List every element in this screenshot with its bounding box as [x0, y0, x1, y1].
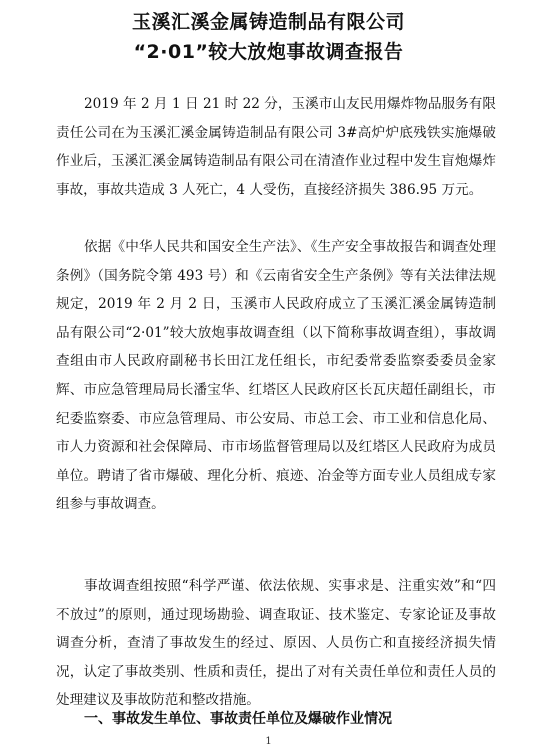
paragraph-accident-summary: 2019 年 2 月 1 日 21 时 22 分，玉溪市山友民用爆炸物品服务有限责任公司在为玉溪汇溪金属铸造制品有限公司 3#高炉炉底残铁实施爆破作业后，玉溪汇溪金属铸造制品有限公司在清渣作业过程中发生盲炮爆炸事故，事故共造成 3 人死亡，4 人受伤，直接经济损失 386.95 万元。 — [56, 96, 496, 198]
page-number: 1 — [265, 736, 272, 747]
paragraph-investigation-principles: 事故调查组按照“科学严谨、依法依规、实事求是、注重实效”和“四不放过”的原则，通过现场勘验、调查取证、技术鉴定、专家论证及事故调查分析，查清了事故发生的经过、原因、人员伤亡和直接经济损失情况，认定了事故类别、性质和责任，提出了对有关责任单位和责任人员的处理建议及事故防范和整改措施。 — [56, 578, 496, 709]
report-title-line-1: 玉溪汇溪金属铸造制品有限公司 — [131, 11, 405, 33]
report-title-line-2: “2·01”较大放炮事故调查报告 — [133, 41, 404, 63]
section-heading-1: 一、事故发生单位、事故责任单位及爆破作业情况 — [84, 711, 392, 727]
paragraph-investigation-team: 依据《中华人民共和国安全生产法》、《生产安全事故报告和调查处理条例》（国务院令第 493 号）和《云南省安全生产条例》等有关法律法规规定，2019 年 2 月 2 日，玉溪市人民政府成立了玉溪汇溪金属铸造制品有限公司“2·01”较大放炮事故调查组（以下简称事故调查组），事故调查组由市人民政府副秘书长田江龙任组长，市纪委常委监察委委员金家辉、市应急管理局局长潘宝华、红塔区人民政府区长瓦庆超任副组长，市纪委监察委、市应急管理局、市公安局、市总工会、市工业和信息化局、市人力资源和社会保障局、市市场监督管理局以及红塔区人民政府为成员单位。聘请了省市爆破、理化分析、痕迹、冶金等方面专业人员组成专家组参与事故调查。 — [56, 239, 496, 513]
